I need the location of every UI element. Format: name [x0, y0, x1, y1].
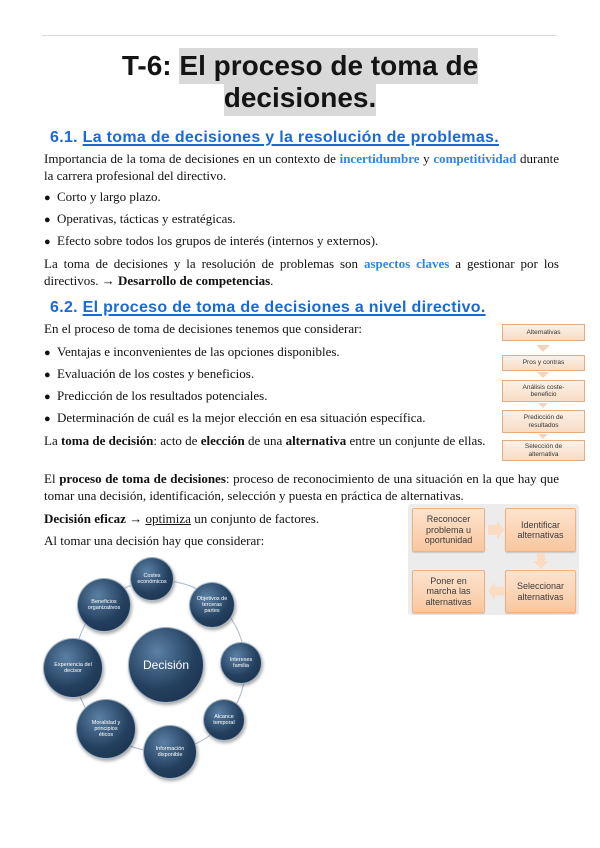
text-segment: : acto de	[153, 433, 201, 448]
bullet-item	[44, 210, 236, 229]
cycle-box: Reconocer problema u oportunidad	[412, 508, 485, 552]
factor-node: Moralidad y principios éticos	[76, 699, 136, 759]
cycle-box: Seleccionar alternativas	[505, 570, 576, 613]
text-segment: La toma de decisiones y la resolución de problemas son	[44, 256, 364, 271]
step-box: Alternativas	[502, 324, 585, 341]
chevron-down-icon	[538, 403, 548, 408]
bullet-text: Corto y largo plazo.	[57, 189, 161, 204]
bullet-item	[44, 387, 267, 406]
step-box: Pros y contras	[502, 355, 585, 371]
chevron-down-icon	[536, 345, 550, 352]
intro-paragraph	[44, 150, 559, 184]
section-number: 6.1.	[50, 129, 78, 146]
highlighted-term: incertidumbre	[339, 151, 420, 166]
title-number: T-6:	[121, 50, 172, 81]
cycle-box: Poner en marcha las alternativas	[412, 570, 485, 613]
factor-node: Intereses familia	[220, 642, 262, 684]
bullet-text: Efecto sobre todos los grupos de interés (internos y externos).	[57, 233, 379, 248]
bullet-icon	[44, 411, 57, 428]
bullet-icon	[44, 212, 57, 229]
factor-node: Experiencia del decisor	[43, 638, 103, 698]
step-box: Predicción de resultados	[502, 410, 585, 433]
bullet-item	[44, 232, 378, 251]
text-segment: y	[419, 151, 434, 166]
factor-node: Beneficios organizativos	[77, 578, 131, 632]
bullet-text: Ventajas e inconvenientes de las opciones disponibles.	[57, 344, 340, 359]
highlighted-term: competitividad	[433, 151, 517, 166]
bullet-item	[44, 188, 161, 207]
factor-node: Costes económicos	[130, 557, 174, 601]
bullet-icon	[44, 234, 57, 251]
text-segment: a gestionar por los directivos. →	[44, 256, 559, 288]
effective-decision-line	[44, 510, 404, 527]
closing-paragraph	[44, 255, 559, 289]
bullet-text: Predicción de los resultados potenciales.	[57, 388, 268, 403]
text-segment: durante la carrera profesional del directivo.	[44, 151, 559, 183]
bullet-text: Operativas, tácticas y estratégicas.	[57, 211, 236, 226]
bold-term: alternativa	[285, 433, 347, 448]
decision-definition	[44, 432, 494, 449]
bullet-icon	[44, 389, 57, 406]
text-segment: →	[125, 511, 146, 526]
bullet-item	[44, 409, 426, 428]
text-segment: de una	[244, 433, 286, 448]
chevron-down-icon	[538, 434, 548, 439]
arrow-left-icon	[488, 582, 504, 600]
bold-term: Decisión eficaz	[44, 511, 126, 526]
text-segment: : proceso de reconocimiento de una situación en la que hay que tomar una decisión, identificación, selección y puesta en práctica de alternativas.	[44, 471, 559, 503]
step-box: Selección de alternativa	[502, 440, 585, 461]
bullet-icon	[44, 345, 57, 362]
header-rule	[42, 35, 557, 36]
bullet-text: Evaluación de los costes y beneficios.	[57, 366, 255, 381]
bold-term: toma de decisión	[60, 433, 154, 448]
arrow-down-icon	[533, 553, 549, 569]
underlined-term: optimiza	[145, 511, 191, 526]
bullet-icon	[44, 367, 57, 384]
section-number: 6.2.	[50, 299, 78, 316]
bold-term: elección	[200, 433, 245, 448]
bold-term: proceso de toma de decisiones	[59, 471, 226, 486]
chevron-down-icon	[537, 372, 549, 378]
cycle-box: Identificar alternativas	[505, 508, 576, 552]
step-box: Análisis coste-beneficio	[502, 380, 585, 402]
factor-node: Objetivos de terceras partes	[189, 582, 235, 628]
arrow-right-icon	[488, 520, 504, 540]
bullet-item	[44, 365, 254, 384]
title-text: El proceso de toma de decisiones.	[179, 48, 478, 116]
process-definition	[44, 470, 559, 504]
decision-center-node: Decisión	[128, 627, 204, 703]
text-segment: entre un conjunte de ellas.	[346, 433, 486, 448]
bullet-text: Determinación de cuál es la mejor elección en esa situación específica.	[57, 410, 426, 425]
considerations-intro: En el proceso de toma de decisiones tenemos que considerar:	[44, 321, 363, 336]
section-title: El proceso de toma de decisiones a nivel directivo.	[82, 299, 486, 316]
text-segment: El	[44, 471, 60, 486]
bullet-item	[44, 343, 340, 362]
bullet-icon	[44, 190, 57, 207]
bold-term: Desarrollo de competencias	[118, 273, 271, 288]
section-heading-6-2	[50, 298, 486, 318]
section-title: La toma de decisiones y la resolución de problemas.	[82, 129, 499, 146]
text-segment: un conjunto de factores.	[190, 511, 320, 526]
text-segment: La	[44, 433, 61, 448]
page-title	[42, 50, 558, 114]
section-heading-6-1	[50, 128, 499, 148]
consider-line: Al tomar una decisión hay que considerar:	[44, 533, 265, 548]
text-segment: Importancia de la toma de decisiones en un contexto de	[44, 151, 340, 166]
highlighted-term: aspectos claves	[363, 256, 450, 271]
factor-node: Información disponible	[143, 725, 197, 779]
factor-node: Alcance temporal	[203, 699, 245, 741]
text-segment: .	[270, 273, 274, 288]
